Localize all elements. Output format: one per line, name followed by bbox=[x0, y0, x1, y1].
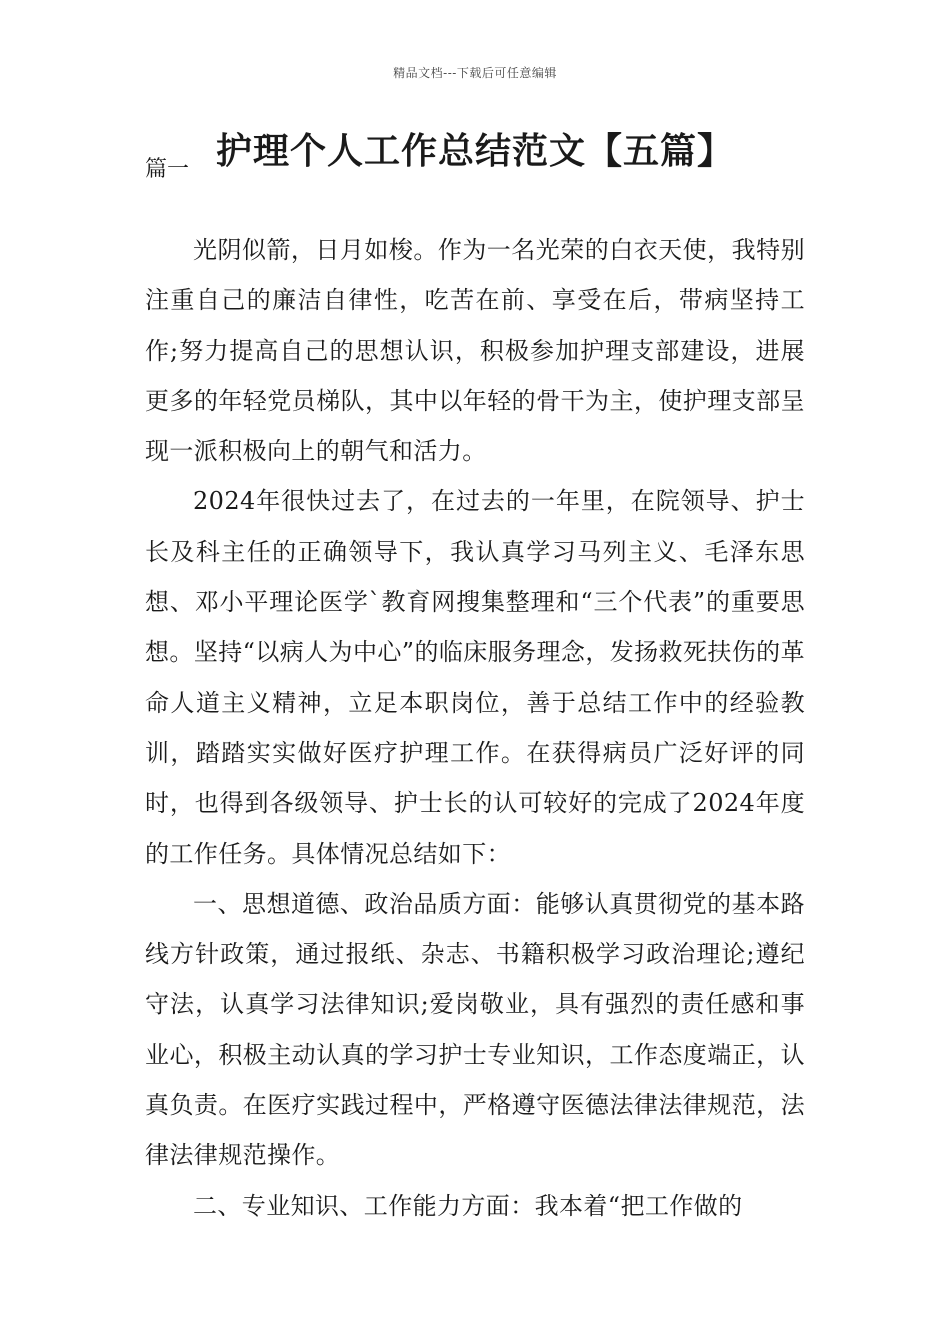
document-title: 护理个人工作总结范文【五篇】 bbox=[215, 131, 734, 172]
section-label: 篇一 bbox=[145, 157, 190, 182]
paragraph-2: 2024年很快过去了，在过去的一年里，在院领导、护士长及科主任的正确领导下，我认真学习马列主义、毛泽东思想、邓小平理论医学`教育网搜集整理和“三个代表”的重要思想。坚持“以病人为中心”的临床服务理念，发扬救死扶伤的革命人道主义精神，立足本职岗位，善于总结工作中的经验教训，踏踏实实做好医疗护理工作。在获得病员广泛好评的同时，也得到各级领导、护士长的认可较好的完成了2024年度的工作任务。具体情况总结如下： bbox=[145, 487, 805, 868]
document-body bbox=[145, 225, 805, 1231]
header-note: 精品文档---下载后可任意编辑 bbox=[393, 66, 557, 80]
paragraph-1: 光阴似箭，日月如梭。作为一名光荣的白衣天使，我特别注重自己的廉洁自律性，吃苦在前、享受在后，带病坚持工作;努力提高自己的思想认识，积极参加护理支部建设，进展更多的年轻党员梯队，其中以年轻的骨干为主，使护理支部呈现一派积极向上的朝气和活力。 bbox=[145, 236, 805, 466]
paragraph-3: 一、思想道德、政治品质方面：能够认真贯彻党的基本路线方针政策，通过报纸、杂志、书籍积极学习政治理论;遵纪守法，认真学习法律知识;爱岗敬业，具有强烈的责任感和事业心，积极主动认真的学习护士专业知识，工作态度端正，认真负责。在医疗实践过程中，严格遵守医德法律法律规范，法律法律规范操作。 bbox=[145, 889, 805, 1170]
paragraph-4: 二、专业知识、工作能力方面：我本着“把工作做的 bbox=[193, 1191, 743, 1220]
